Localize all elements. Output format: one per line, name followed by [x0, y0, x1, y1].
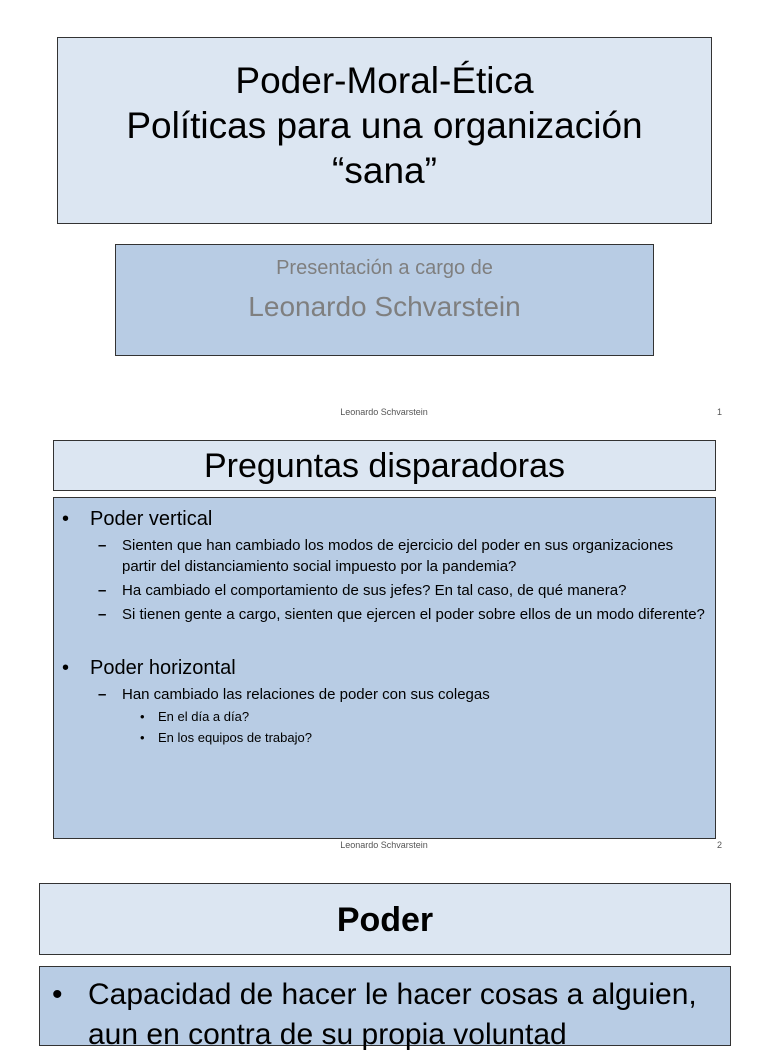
slide1-footer-author: Leonardo Schvarstein [340, 407, 428, 417]
bullet-icon: • [52, 978, 63, 1011]
slide1-title-line-3: “sana” [332, 150, 437, 192]
bullet-icon: • [62, 657, 70, 679]
bullet-icon: • [140, 709, 145, 724]
subtitle-presented-by: Presentación a cargo de [276, 257, 493, 279]
sub-question-item [62, 707, 705, 726]
bullet-poder-vertical [62, 506, 705, 532]
slide1-subtitle-box [115, 244, 654, 356]
slide1-title-box [57, 37, 712, 224]
subtitle-author: Leonardo Schvarstein [248, 291, 521, 322]
sub-question-item [62, 728, 705, 747]
question-text: Han cambiado las relaciones de poder con sus colegas [122, 686, 490, 703]
question-item [62, 580, 705, 601]
bullet-icon: • [62, 508, 70, 530]
bullet-poder-horizontal [62, 655, 705, 681]
bullet-text: Capacidad de hacer le hacer cosas a alguien, aun en contra de su propia voluntad [88, 978, 697, 1051]
slide2-page-number: 2 [716, 840, 722, 850]
sub-question-text: En los equipos de trabajo? [158, 730, 312, 745]
bullet-icon: • [140, 730, 145, 745]
question-item [62, 684, 705, 705]
bullet-text: Poder vertical [90, 508, 213, 530]
sub-question-text: En el día a día? [158, 709, 250, 724]
question-text: Si tienen gente a cargo, sienten que ejercen el poder sobre ellos de un modo diferente? [122, 606, 705, 623]
slide2-footer-author: Leonardo Schvarstein [340, 840, 428, 850]
question-text: Ha cambiado el comportamiento de sus jefes? En tal caso, de qué manera? [122, 582, 627, 599]
dash-icon: – [98, 582, 107, 599]
bullet-definition [52, 975, 720, 1055]
slide2-body [53, 497, 716, 839]
dash-icon: – [98, 537, 107, 554]
slide1-page-number: 1 [716, 407, 722, 417]
bullet-text: Poder horizontal [90, 657, 236, 679]
question-text: Sienten que han cambiado los modos de ejercicio del poder en sus organizaciones partir del distanciamiento social impuesto por la pandemia? [122, 537, 674, 575]
slide1-title-line-1: Poder-Moral-Ética [235, 60, 534, 101]
dash-icon: – [98, 686, 107, 703]
question-item [62, 604, 705, 625]
question-item [62, 535, 705, 577]
dash-icon: – [98, 606, 107, 623]
slide1-title-line-2: Políticas para una organización [126, 105, 643, 147]
slide3-body [39, 966, 731, 1051]
slide3-title: Poder [39, 883, 731, 955]
slide2-title: Preguntas disparadoras [53, 440, 716, 491]
